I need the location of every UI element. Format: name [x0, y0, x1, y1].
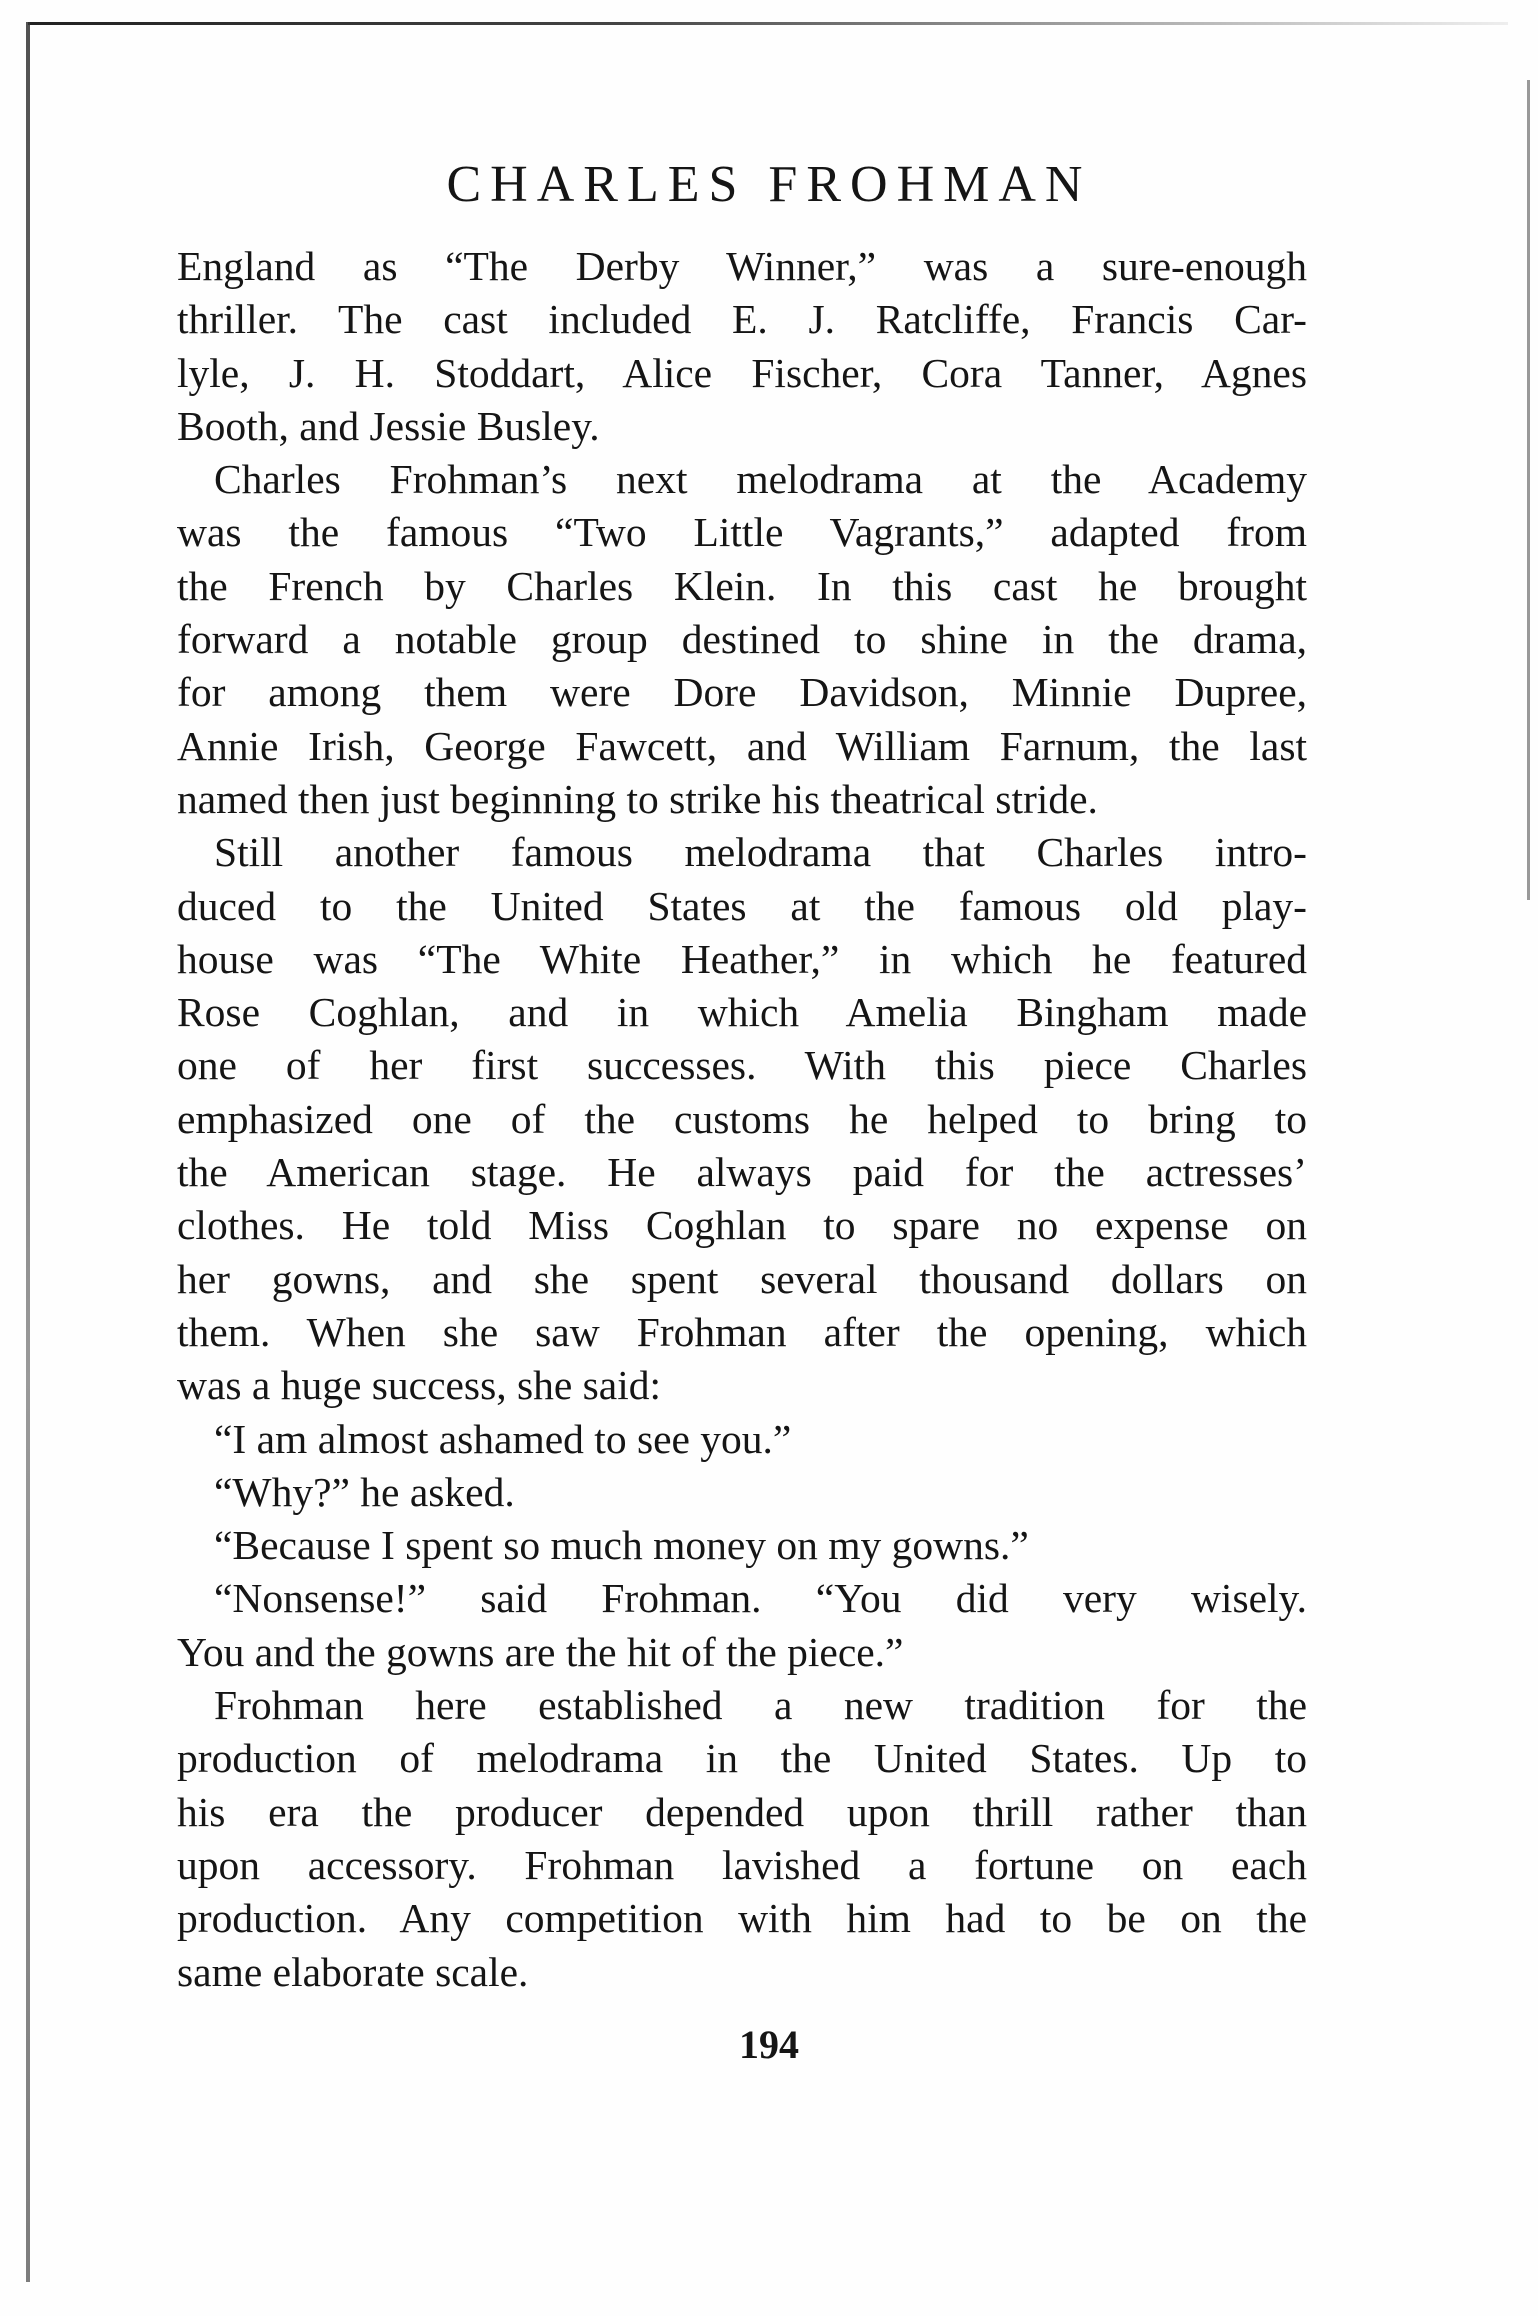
scan-edge-top — [28, 22, 1508, 25]
text-line: his era the producer depended upon thrill rather than — [177, 1788, 1307, 1835]
text-line: “Because I spent so much money on my gowns.” — [214, 1522, 1029, 1569]
text-line: England as “The Derby Winner,” was a sure-enough — [177, 243, 1307, 289]
text-line: lyle, J. H. Stoddart, Alice Fischer, Cora Tanner, Agnes — [177, 349, 1307, 396]
text-line: “I am almost ashamed to see you.” — [214, 1415, 792, 1462]
text-line: production. Any competition with him had to be on the — [177, 1895, 1307, 1942]
text-line: house was “The White Heather,” in which he featured — [177, 935, 1307, 982]
text-line: “Nonsense!” said Frohman. “You did very wisely. — [214, 1575, 1307, 1622]
text-line: You and the gowns are the hit of the piece.” — [177, 1628, 904, 1675]
text-line: named then just beginning to strike his theatrical stride. — [177, 775, 1098, 822]
scan-edge-left — [26, 22, 30, 2282]
text-line: the French by Charles Klein. In this cast he brought — [177, 562, 1307, 609]
text-line: Still another famous melodrama that Charles intro- — [214, 829, 1307, 876]
text-line: them. When she saw Frohman after the opening, which — [177, 1308, 1307, 1355]
text-line: Frohman here established a new tradition for the — [214, 1682, 1307, 1729]
text-line: her gowns, and she spent several thousand dollars on — [177, 1255, 1307, 1302]
text-line: Booth, and Jessie Busley. — [177, 402, 600, 449]
text-line: thriller. The cast included E. J. Ratcliffe, Francis Car- — [177, 296, 1307, 343]
page-number: 194 — [739, 2022, 799, 2067]
text-line: Annie Irish, George Fawcett, and William Farnum, the last — [177, 722, 1307, 769]
text-line: emphasized one of the customs he helped to bring to — [177, 1095, 1307, 1142]
text-line: production of melodrama in the United States. Up to — [177, 1735, 1307, 1782]
text-line: Charles Frohman’s next melodrama at the Academy — [214, 456, 1307, 503]
text-line: Rose Coghlan, and in which Amelia Bingham made — [177, 989, 1307, 1036]
text-line: for among them were Dore Davidson, Minnie Dupree, — [177, 669, 1307, 716]
running-head: CHARLES FROHMAN — [446, 156, 1092, 213]
text-line: forward a notable group destined to shine in the drama, — [177, 616, 1307, 663]
text-line: same elaborate scale. — [177, 1948, 529, 1995]
text-line: duced to the United States at the famous old play- — [177, 882, 1307, 929]
text-line: “Why?” he asked. — [214, 1468, 515, 1515]
body-text — [177, 240, 1307, 1999]
text-line: one of her first successes. With this piece Charles — [177, 1042, 1307, 1089]
text-line: was the famous “Two Little Vagrants,” adapted from — [177, 509, 1307, 556]
text-line: was a huge success, she said: — [177, 1362, 662, 1409]
text-line: clothes. He told Miss Coghlan to spare no expense on — [177, 1202, 1307, 1249]
text-line: the American stage. He always paid for the actresses’ — [177, 1149, 1307, 1196]
text-line: upon accessory. Frohman lavished a fortune on each — [177, 1841, 1307, 1888]
